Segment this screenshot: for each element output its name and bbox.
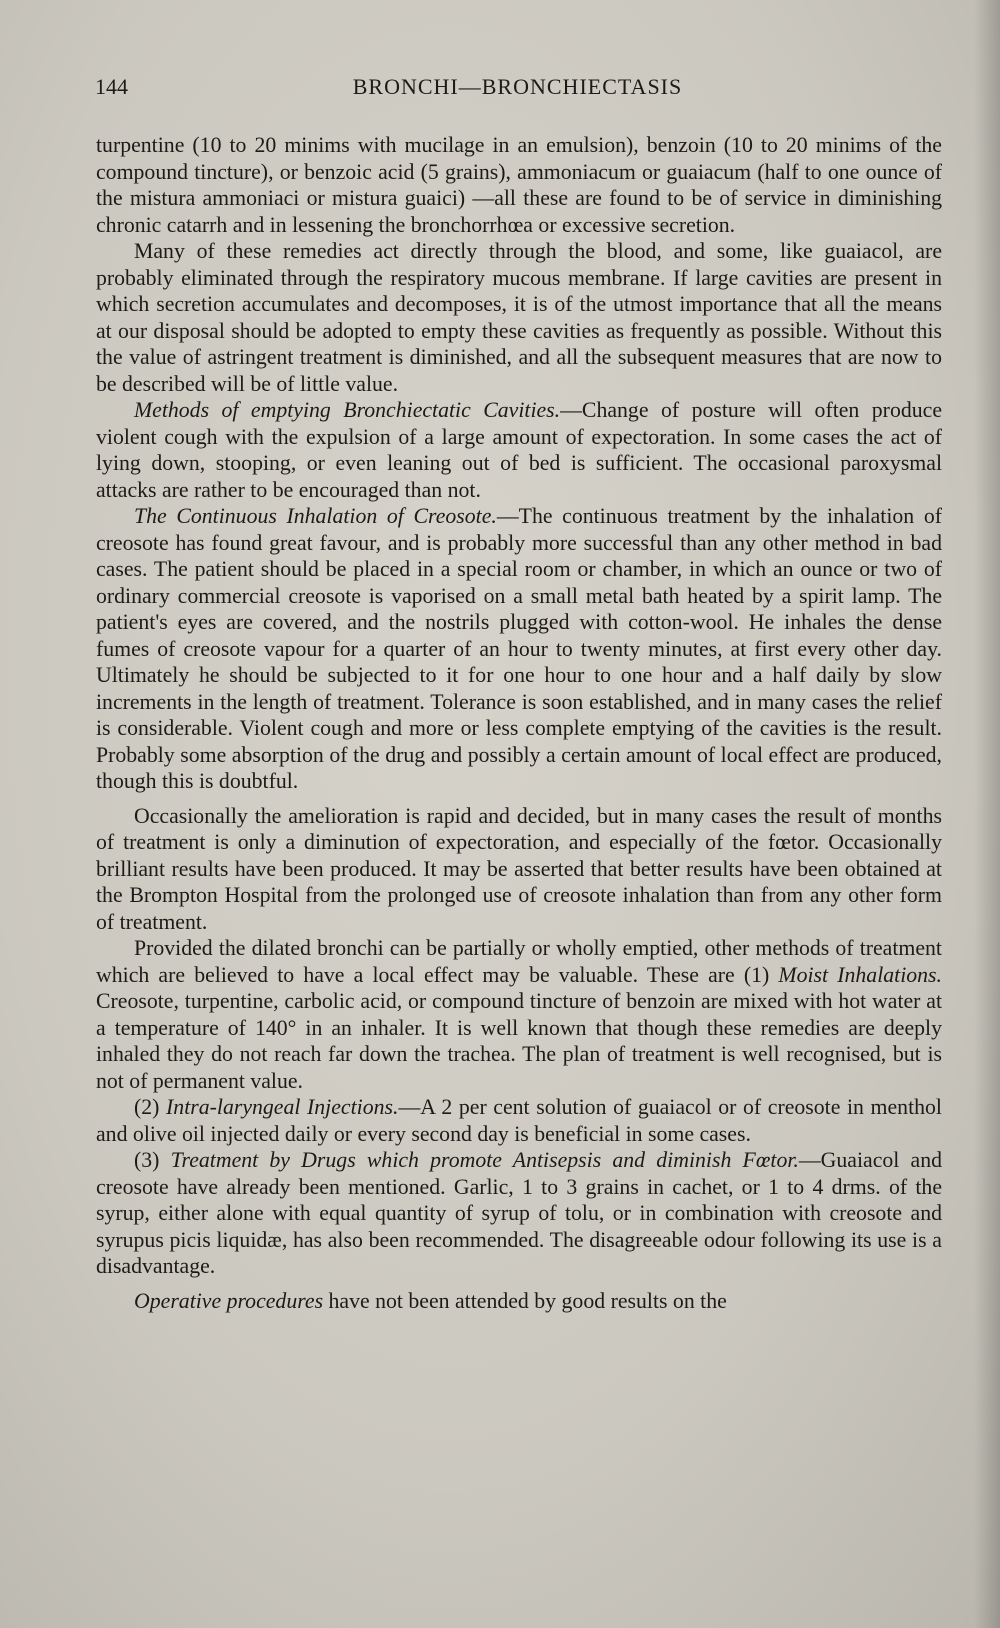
paragraph-8-prefix: (3) [134, 1148, 171, 1172]
paragraph-6-italic: Moist Inhalations. [778, 962, 942, 987]
page-header [95, 74, 940, 110]
paragraph-1 [96, 132, 942, 238]
paragraph-2-text: Many of these remedies act directly through the blood, and some, like guaiacol, are probably eliminated through the respiratory mucous membrane. If large cavities are present in which secretion accumulates and decomposes, it is of the utmost importance that all the means at our disposal should be adopted to empty these cavities as frequently as possible. Without this the value of astringent treatment is diminished, and all the subsequent measures that are now to be described will be of little value. [96, 239, 942, 396]
running-title: BRONCHI—BRONCHIECTASIS [352, 74, 683, 99]
page-number: 144 [95, 74, 128, 99]
paragraph-8-text: —Guaiacol and creosote have already been mentioned. Garlic, 1 to 3 grains in cachet, or 1 to 4 drms. of the syrup, either alone with equal quantity of syrup of tolu, or in combination with creosote and syrupus picis liquidæ, has also been recommended. The disagreeable odour following its use is a disadvantage. [96, 1148, 943, 1278]
paragraph-4 [96, 503, 942, 795]
paragraph-1-text: turpentine (10 to 20 minims with mucilage in an emulsion), benzoin (10 to 20 minims of the compound tincture), or benzoic acid (5 grains), ammoniacum or guaiacum (half to one ounce of the mistura ammoniaci or mistura guaici) —all these are found to be of service in diminishing chronic catarrh and in lessening the bronchorrhœa or excessive secretion. [96, 133, 942, 237]
paragraph-7-heading: Intra-laryngeal Injections. [166, 1095, 399, 1119]
paragraph-9 [96, 1288, 942, 1315]
paragraph-2 [96, 238, 942, 397]
paragraph-7-prefix: (2) [134, 1095, 167, 1119]
paragraph-3-heading: Methods of emptying Bronchiectatic Cavities. [134, 398, 561, 422]
paragraph-7 [96, 1094, 942, 1147]
paragraph-8-heading: Treatment by Drugs which promote Antisepsis and diminish Fœtor. [170, 1148, 799, 1172]
paragraph-5 [96, 803, 942, 936]
paragraph-6-text: Provided the dilated bronchi can be partially or wholly emptied, other methods of treatment which are believed to have a local effect may be valuable. These are (1) [96, 936, 942, 987]
paragraph-9-heading: Operative procedures [134, 1288, 324, 1313]
paragraph-4-heading: The Continuous Inhalation of Creosote. [134, 504, 497, 528]
paragraph-9-text: have not been attended by good results on the [323, 1288, 727, 1313]
paragraph-3 [96, 397, 942, 503]
page-edge-shadow [974, 0, 1000, 1628]
paragraph-5-text: Occasionally the amelioration is rapid and decided, but in many cases the result of months of treatment is only a diminution of expectoration, and especially of the fœtor. Occasionally brilliant results have been produced. It may be asserted that better results have been obtained at the Brompton Hospital from the prolonged use of creosote inhalation than from any other form of treatment. [96, 803, 942, 934]
paragraph-8 [96, 1147, 942, 1280]
paragraph-4-text: —The continuous treatment by the inhalation of creosote has found great favour, and is probably more successful than any other method in bad cases. The patient should be placed in a special room or chamber, in which an ounce or two of ordinary commercial creosote is vaporised on a small metal bath heated by a spirit lamp. The patient's eyes are covered, and the nostrils plugged with cotton-wool. He inhales the dense fumes of creosote vapour for a quarter of an hour to twenty minutes, at first every other day. Ultimately he should be subjected to it for one hour to one hour and a half daily by slow increments in the length of treatment. Tolerance is soon established, and in many cases the relief is considerable. Violent cough and more or less complete emptying of the cavities is the result. Probably some absorption of the drug and possibly a certain amount of local effect are produced, though this is doubtful. [96, 504, 942, 793]
paragraph-3-text: —Change of posture will often produce violent cough with the expulsion of a large amount of expectoration. In some cases the act of lying down, stooping, or even leaning out of bed is sufficient. The occasional paroxysmal attacks are rather to be encouraged than not. [96, 398, 942, 502]
paragraph-7-text: —A 2 per cent solution of guaiacol or of creosote in menthol and olive oil injected daily or every second day is beneficial in some cases. [96, 1095, 942, 1146]
body-text [96, 132, 942, 1314]
paragraph-6-tail: Creosote, turpentine, carbolic acid, or compound tincture of benzoin are mixed with hot water at a temperature of 140° in an inhaler. It is well known that though these remedies are deeply inhaled they do not reach far down the trachea. The plan of treatment is well recognised, but is not of permanent value. [96, 989, 942, 1093]
paragraph-6 [96, 935, 942, 1094]
